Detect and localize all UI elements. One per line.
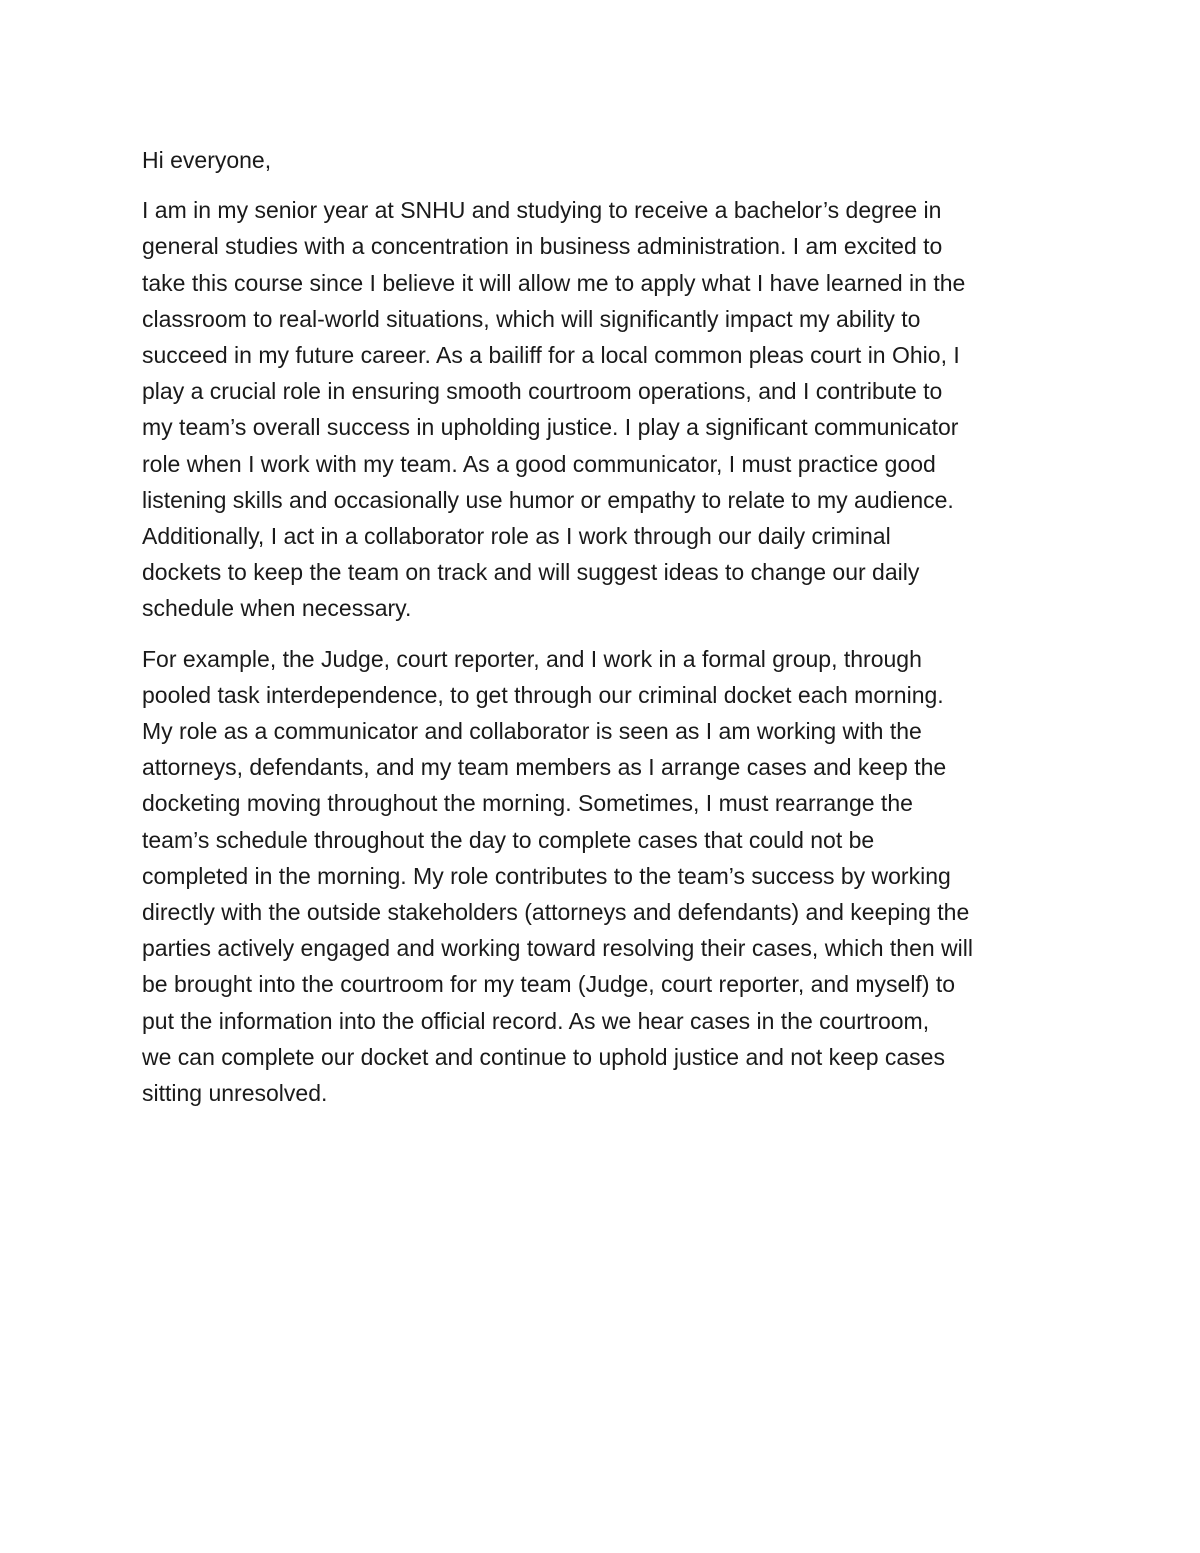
paragraph-line: we can complete our docket and continue to uphold justice and not keep cases bbox=[142, 1043, 945, 1070]
paragraph-line: pooled task interdependence, to get through our criminal docket each morning. bbox=[142, 681, 944, 708]
paragraph-line: attorneys, defendants, and my team members as I arrange cases and keep the bbox=[142, 754, 947, 781]
paragraph-introduction bbox=[142, 192, 1062, 626]
paragraph-line: My role as a communicator and collaborator is seen as I am working with the bbox=[142, 718, 922, 745]
paragraph-line: For example, the Judge, court reporter, and I work in a formal group, through bbox=[142, 645, 922, 672]
paragraph-line: team’s schedule throughout the day to complete cases that could not be bbox=[142, 826, 875, 853]
paragraph-line: listening skills and occasionally use humor or empathy to relate to my audience. bbox=[142, 486, 954, 513]
paragraph-line: succeed in my future career. As a bailiff for a local common pleas court in Ohio, I bbox=[142, 342, 960, 369]
paragraph-line: classroom to real-world situations, which will significantly impact my ability to bbox=[142, 305, 921, 332]
greeting-line: Hi everyone, bbox=[142, 147, 272, 173]
paragraph-line: docketing moving throughout the morning. Sometimes, I must rearrange the bbox=[142, 790, 913, 817]
paragraph-line: I am in my senior year at SNHU and studying to receive a bachelor’s degree in bbox=[142, 197, 942, 224]
paragraph-line: schedule when necessary. bbox=[142, 595, 412, 622]
greeting bbox=[142, 142, 1062, 178]
paragraph-line: Additionally, I act in a collaborator role as I work through our daily criminal bbox=[142, 523, 891, 550]
document-body bbox=[142, 142, 1062, 1125]
paragraph-line: completed in the morning. My role contributes to the team’s success by working bbox=[142, 862, 951, 889]
paragraph-line: parties actively engaged and working toward resolving their cases, which then will bbox=[142, 935, 973, 962]
paragraph-line: play a crucial role in ensuring smooth courtroom operations, and I contribute to bbox=[142, 378, 943, 405]
paragraph-line: role when I work with my team. As a good communicator, I must practice good bbox=[142, 450, 936, 477]
paragraph-line: dockets to keep the team on track and will suggest ideas to change our daily bbox=[142, 559, 920, 586]
paragraph-line: put the information into the official record. As we hear cases in the courtroom, bbox=[142, 1007, 930, 1034]
paragraph-line: take this course since I believe it will allow me to apply what I have learned in the bbox=[142, 269, 966, 296]
paragraph-example bbox=[142, 641, 1062, 1112]
paragraph-line: be brought into the courtroom for my team (Judge, court reporter, and myself) to bbox=[142, 971, 956, 998]
paragraph-line: my team’s overall success in upholding justice. I play a significant communicator bbox=[142, 414, 959, 441]
paragraph-line: general studies with a concentration in business administration. I am excited to bbox=[142, 233, 943, 260]
paragraph-line: sitting unresolved. bbox=[142, 1080, 328, 1107]
paragraph-line: directly with the outside stakeholders (attorneys and defendants) and keeping the bbox=[142, 899, 970, 926]
